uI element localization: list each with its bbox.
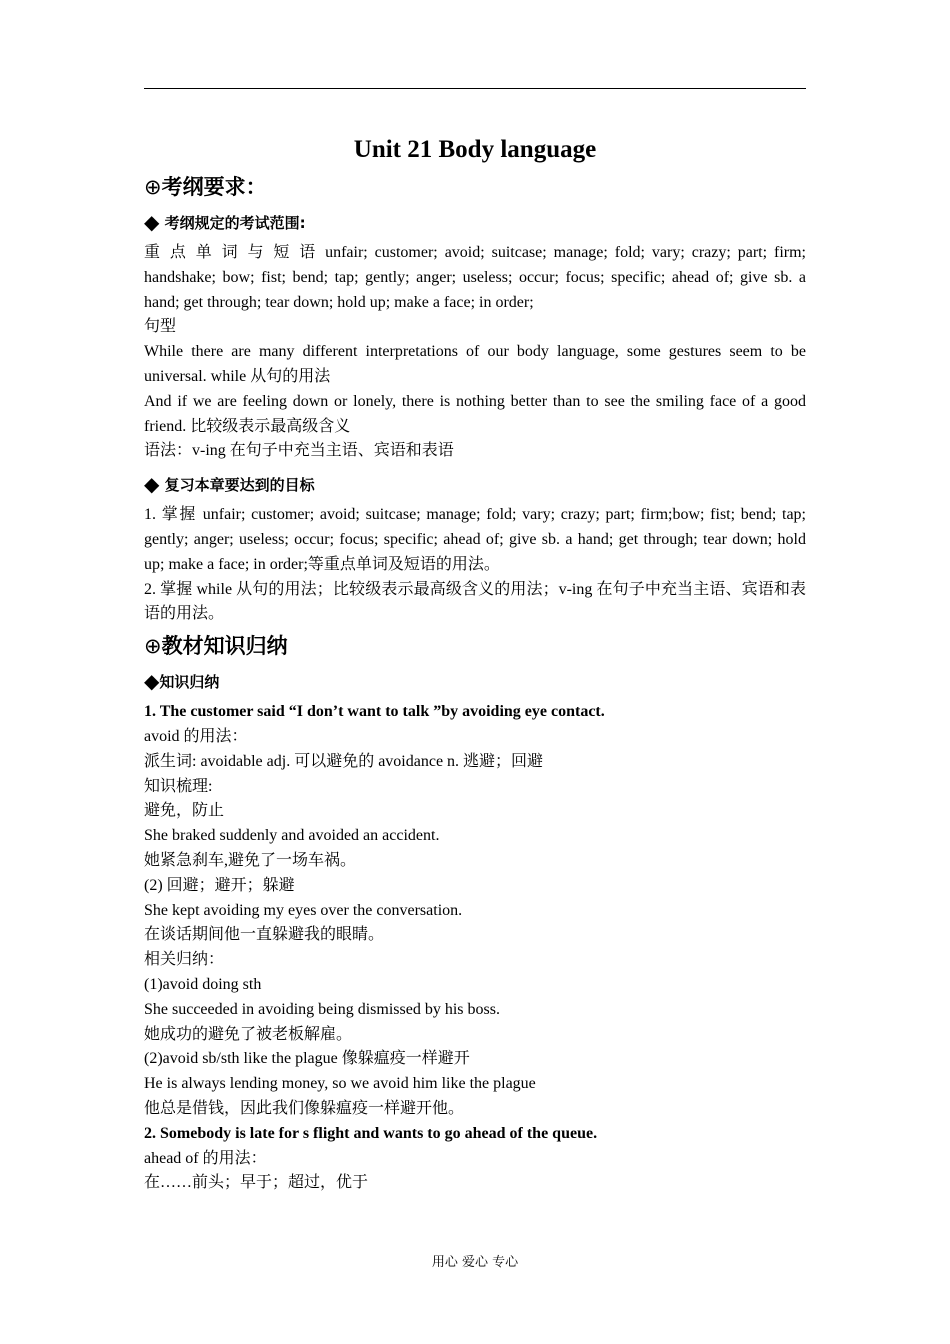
diamond-bullet-icon: ◆ [144, 472, 160, 497]
subheading-text: 复习本章要达到的目标 [164, 476, 315, 495]
diamond-bullet-icon: ◆ [144, 669, 160, 694]
text-line: 相关归纳： [144, 951, 225, 969]
diamond-bullet-icon: ◆ [144, 210, 160, 234]
circle-plus-icon: ⊕ [144, 634, 162, 659]
paragraph: 句型 [144, 318, 177, 336]
subheading-text: 知识归纳 [159, 673, 220, 692]
paragraph: 2. 掌握 while 从句的用法；比较级表示最高级含义的用法；v-ing 在句子中充当主语、宾语和表语的用法。 [144, 580, 806, 623]
paragraph: 语法：v-ing 在句子中充当主语、宾语和表语 [144, 442, 454, 460]
subheading-exam-scope [144, 210, 806, 235]
text-line: 派生词: avoidable adj. 可以避免的 avoidance n. 逃避；回避 [144, 752, 544, 770]
circle-plus-icon: ⊕ [144, 175, 162, 199]
section-heading-exam-requirements [144, 172, 806, 202]
review-goals-body [144, 503, 806, 627]
paragraph: 重 点 单 词 与 短 语 unfair; customer; avoid; suitcase; manage; fold; vary; crazy; part; firm; handshake; bow; fist; bend; tap; gently; anger; useless; occur; focus; specific; ahead of; give sb. a hand; get through; tear down; hold up; make a face; in order; [144, 244, 806, 311]
section-heading-text: 教材知识归纳 [161, 634, 288, 659]
text-line: She kept avoiding my eyes over the conversation. [144, 901, 463, 919]
page-footer: 用心 爱心 专心 [431, 1255, 519, 1270]
text-line: She braked suddenly and avoided an accident. [144, 827, 440, 845]
page-title: Unit 21 Body language [353, 136, 597, 163]
text-line: He is always lending money, so we avoid him like the plague [144, 1075, 536, 1093]
text-line: 在谈话期间他一直躲避我的眼睛。 [144, 926, 385, 944]
text-line: avoid 的用法： [144, 727, 248, 745]
knowledge-summary-body [144, 700, 806, 1196]
text-line: 知识梳理: [144, 777, 213, 795]
text-line: She succeeded in avoiding being dismissed by his boss. [144, 1000, 500, 1018]
exam-scope-body [144, 241, 806, 464]
paragraph: While there are many different interpretations of our body language, some gestures seem to be universal. while 从句的用法 [144, 343, 806, 385]
subheading-text: 考纲规定的考试范围: [164, 214, 306, 232]
text-line: 她成功的避免了被老板解雇。 [144, 1025, 353, 1043]
text-line: 避免，防止 [144, 802, 225, 820]
subheading-review-goals [144, 472, 806, 497]
example-heading: 2. Somebody is late for s flight and wants to go ahead of the queue. [144, 1124, 598, 1142]
text-line: (1)avoid doing sth [144, 975, 262, 993]
text-line: 她紧急刹车,避免了一场车祸。 [144, 851, 357, 869]
text-line: (2) 回避；避开；躲避 [144, 876, 295, 894]
text-line: 在……前头；早于；超过，优于 [144, 1174, 369, 1192]
text-line: ahead of 的用法： [144, 1149, 267, 1167]
subheading-knowledge-summary [144, 669, 806, 694]
section-heading-text: 考纲要求： [161, 175, 267, 199]
text-line: (2)avoid sb/sth like the plague 像躲瘟疫一样避开 [144, 1050, 470, 1068]
document-body [144, 132, 806, 1196]
paragraph: And if we are feeling down or lonely, there is nothing better than to see the smiling face of a good friend. 比较级表示最高级含义 [144, 392, 806, 435]
text-line: 他总是借钱，因此我们像躲瘟疫一样避开他。 [144, 1099, 465, 1117]
paragraph: 1. 掌握 unfair; customer; avoid; suitcase; manage; fold; vary; crazy; part; firm;bow; fist; bend; tap; gently; anger; useless; occur; focus; specific; ahead of; give sb. a hand; get through; tear down; hold up; make a face; in order;等重点单词及短语的用法。 [144, 506, 806, 573]
section-heading-textbook-summary [144, 631, 806, 661]
example-heading: 1. The customer said “I don’t want to talk ”by avoiding eye contact. [144, 703, 605, 721]
header-rule [144, 88, 806, 89]
